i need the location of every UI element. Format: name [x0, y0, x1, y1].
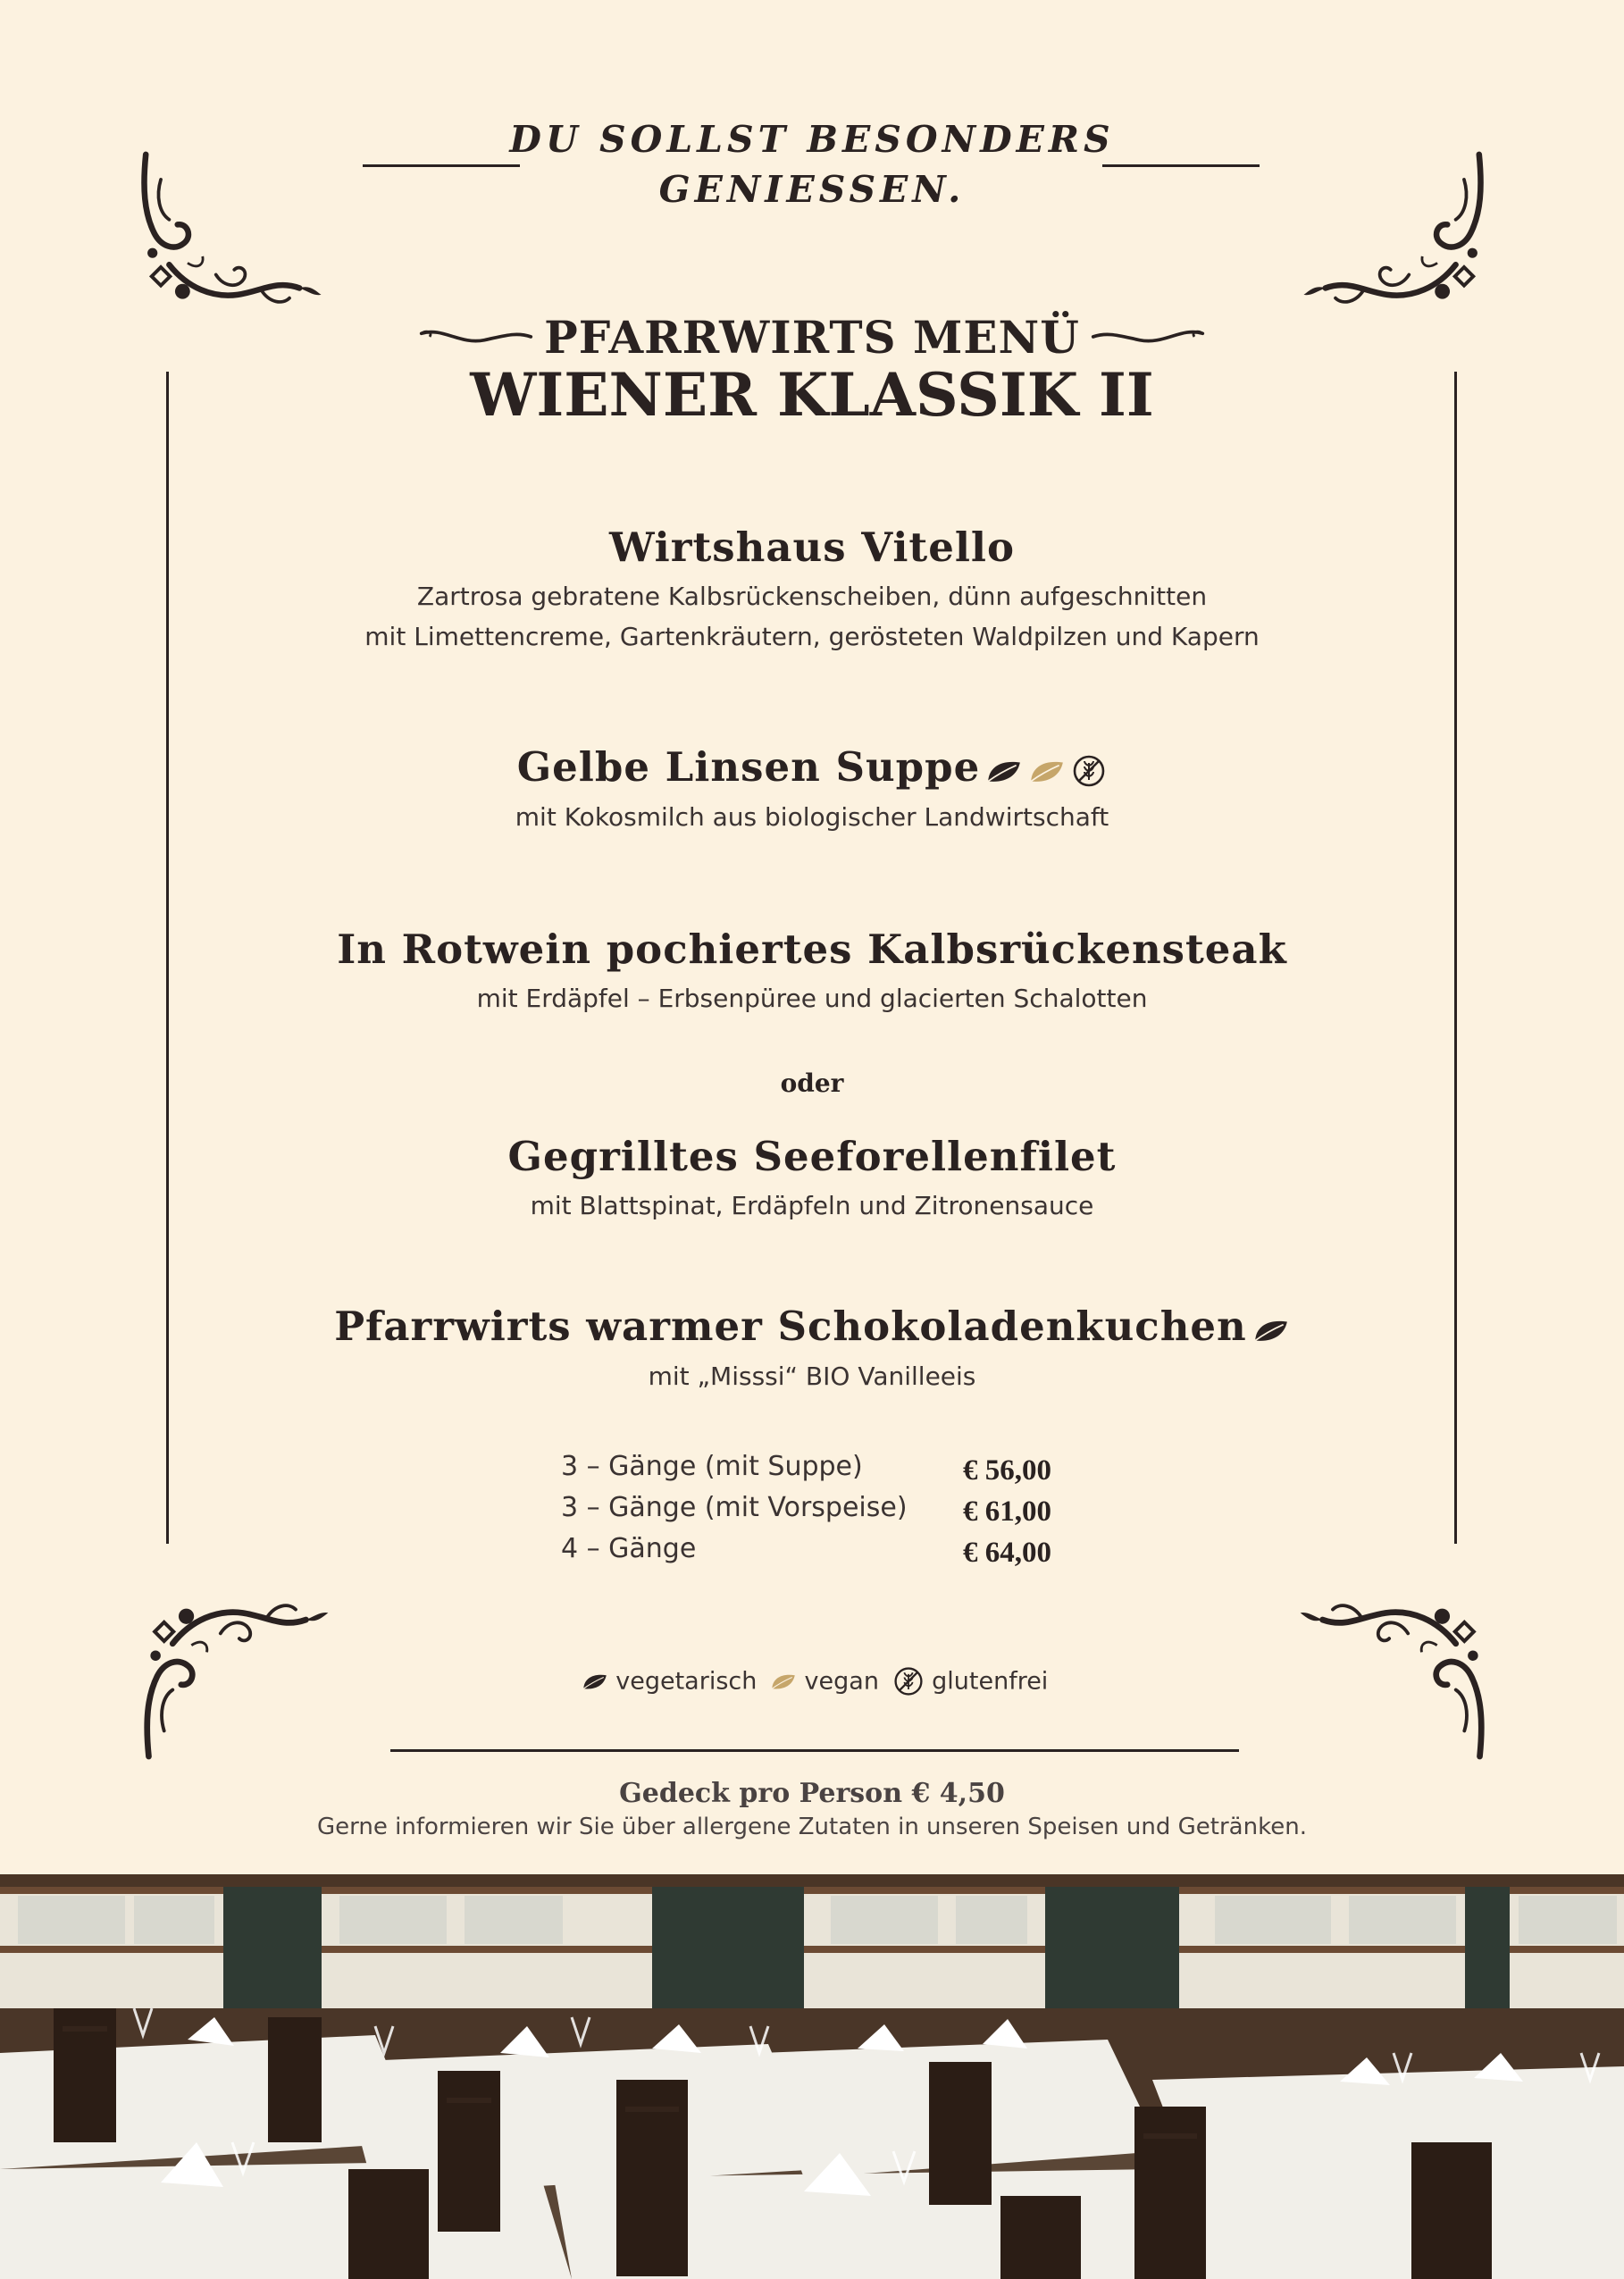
price-label: 4 – Gänge [561, 1533, 697, 1564]
vegan-leaf-icon [770, 1671, 797, 1692]
diet-legend [0, 1665, 1624, 1697]
tagline-line-1: DU SOLLST BESONDERS [509, 118, 1115, 161]
legend-vegetarian: vegetarisch [615, 1667, 758, 1696]
cover-charge: Gedeck pro Person € 4,50 [619, 1778, 1005, 1809]
course-name-steak: In Rotwein pochiertes Kalbsrückensteak [337, 926, 1287, 973]
vegetarian-leaf-icon [582, 1671, 608, 1692]
separator-oder: oder [780, 1068, 844, 1098]
restaurant-dining-room-photo [0, 1874, 1624, 2279]
price-label: 3 – Gänge (mit Suppe) [561, 1451, 863, 1482]
tagline-line-2: GENIESSEN. [658, 168, 966, 211]
price-value: € 64,00 [963, 1537, 1051, 1569]
legend-glutenfree: glutenfrei [932, 1667, 1049, 1696]
vegetarian-leaf-icon [985, 757, 1023, 785]
legend-vegan: vegan [804, 1667, 879, 1696]
course-soup [0, 743, 1624, 791]
course-desc-trout: mit Blattspinat, Erdäpfeln und Zitronensauce [530, 1191, 1094, 1220]
course-desc-soup: mit Kokosmilch aus biologischer Landwirtschaft [515, 802, 1109, 832]
menu-title: WIENER KLASSIK II [470, 360, 1154, 430]
vegan-leaf-icon [1028, 757, 1066, 785]
menu-subtitle: PFARRWIRTS MENÜ [544, 311, 1080, 364]
course-desc-vitello-1: Zartrosa gebratene Kalbsrückenscheiben, dünn aufgeschnitten [416, 582, 1208, 611]
gluten-free-icon [892, 1665, 925, 1697]
course-dessert [0, 1303, 1624, 1350]
gluten-free-icon [1071, 753, 1107, 789]
course-name-trout: Gegrilltes Seeforellenfilet [507, 1133, 1117, 1180]
course-name-dessert: Pfarrwirts warmer Schokoladenkuchen [334, 1303, 1247, 1350]
course-desc-vitello-2: mit Limettencreme, Gartenkräutern, gerösteten Waldpilzen und Kapern [364, 622, 1260, 651]
allergen-note: Gerne informieren wir Sie über allergene Zutaten in unseren Speisen und Getränken. [317, 1814, 1307, 1840]
course-desc-dessert: mit „Misssi“ BIO Vanilleeis [648, 1362, 976, 1391]
price-value: € 61,00 [963, 1496, 1051, 1528]
vegetarian-leaf-icon [1252, 1316, 1290, 1345]
course-name-vitello: Wirtshaus Vitello [608, 524, 1016, 571]
corner-flourish-top-right-icon [1297, 136, 1489, 323]
footer-rule [390, 1749, 1239, 1752]
course-desc-steak: mit Erdäpfel – Erbsenpüree und glacierten Schalotten [476, 984, 1148, 1013]
course-name-soup: Gelbe Linsen Suppe [516, 743, 981, 791]
corner-flourish-top-left-icon [136, 136, 328, 323]
price-label: 3 – Gänge (mit Vorspeise) [561, 1492, 908, 1523]
price-value: € 56,00 [963, 1454, 1051, 1487]
